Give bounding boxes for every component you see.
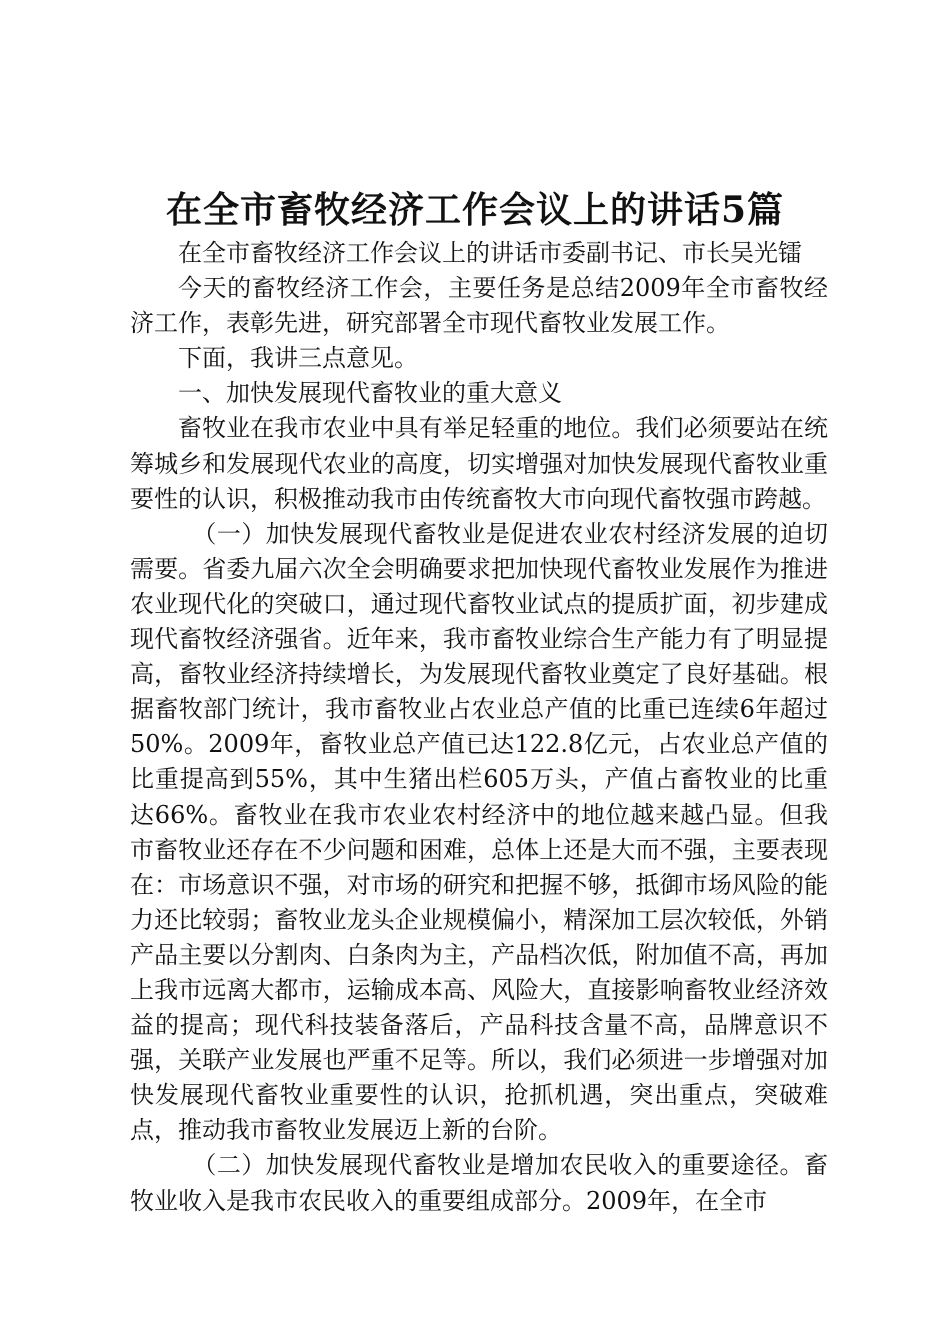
paragraph-intro: 今天的畜牧经济工作会，主要任务是总结2009年全市畜牧经济工作，表彰先进，研究部署全市现代畜牧业发展工作。 [130,274,828,338]
paragraph-status: 畜牧业在我市农业中具有举足轻重的地位。我们必须要站在统筹城乡和发展现代农业的高度，切实增强对加快发展现代畜牧业重要性的认识，积极推动我市由传统畜牧大市向现代畜牧强市跨越。 [130,414,828,513]
paragraph-three-points: 下面，我讲三点意见。 [178,344,418,373]
document-title: 在全市畜牧经济工作会议上的讲话5篇 [165,189,785,231]
section-heading-1: 一、加快发展现代畜牧业的重大意义 [178,379,562,408]
paragraph-point-2: （二）加快发展现代畜牧业是增加农民收入的重要途径。畜牧业收入是我市农民收入的重要组成部分。2009年，在全市 [130,1151,828,1215]
document-body [130,236,828,1219]
paragraph-point-1: （一）加快发展现代畜牧业是促进农业农村经济发展的迫切需要。省委九届六次全会明确要求把加快现代畜牧业发展作为推进农业现代化的突破口，通过现代畜牧业试点的提质扩面，初步建成现代畜牧经济强省。近年来，我市畜牧业综合生产能力有了明显提高，畜牧业经济持续增长，为发展现代畜牧业奠定了良好基础。根据畜牧部门统计，我市畜牧业占农业总产值的比重已连续6年超过50%。2009年，畜牧业总产值已达122.8亿元，占农业总产值的比重提高到55%，其中生猪出栏605万头，产值占畜牧业的比重达66%。畜牧业在我市农业农村经济中的地位越来越凸显。但我市畜牧业还存在不少问题和困难，总体上还是大而不强，主要表现在：市场意识不强，对市场的研究和把握不够，抵御市场风险的能力还比较弱；畜牧业龙头企业规模偏小，精深加工层次较低，外销产品主要以分割肉、白条肉为主，产品档次低，附加值不高，再加上我市远离大都市，运输成本高、风险大，直接影响畜牧业经济效益的提高；现代科技装备落后，产品科技含量不高，品牌意识不强，关联产业发展也严重不足等。所以，我们必须进一步增强对加快发展现代畜牧业重要性的认识，抢抓机遇，突出重点，突破难点，推动我市畜牧业发展迈上新的台阶。 [130,519,828,1145]
paragraph-subtitle: 在全市畜牧经济工作会议上的讲话市委副书记、市长吴光镭 [178,239,802,267]
